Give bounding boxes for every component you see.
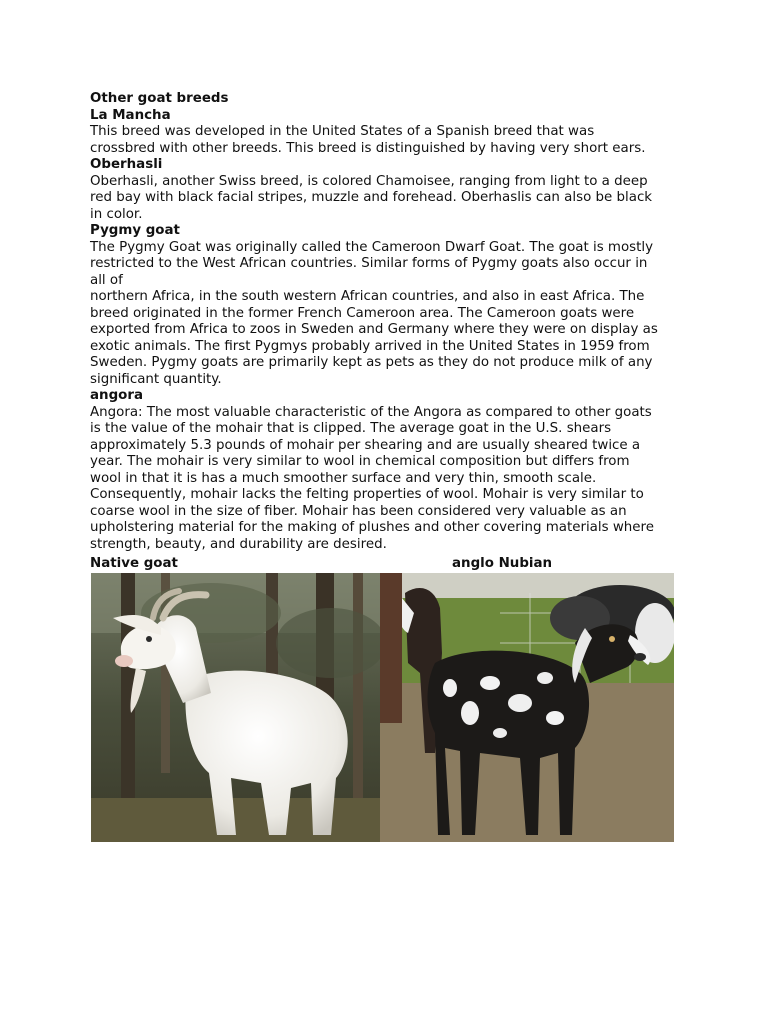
paragraph-line: wool in that it is has a much smoother surface and very thin, smooth scale. — [90, 470, 597, 486]
paragraph-line: restricted to the West African countries. Similar forms of Pygmy goats also occur in — [90, 256, 648, 271]
caption-anglo-nubian: anglo Nubian — [452, 556, 553, 571]
paragraph-line: all of — [90, 272, 123, 288]
page-title: Other goat breeds — [90, 91, 229, 106]
paragraph-line: coarse wool in the size of fiber. Mohair has been considered very valuable as an — [90, 503, 627, 519]
paragraph-line: exotic animals. The first Pygmys probably arrived in the United States in 1959 from — [90, 338, 650, 354]
paragraph-line: Angora: The most valuable characteristic of the Angora as compared to other goats — [90, 404, 652, 420]
paragraph-line: This breed was developed in the United States of a Spanish breed that was — [90, 124, 595, 139]
paragraph-line: upholstering material for the making of plushes and other covering materials where — [90, 520, 654, 535]
paragraph-line: breed originated in the former French Cameroon area. The Cameroon goats were — [90, 305, 635, 321]
paragraph-line: in color. — [90, 206, 143, 222]
anglo-nubian-photo — [380, 573, 674, 842]
caption-native-goat: Native goat — [90, 556, 178, 571]
paragraph-line: strength, beauty, and durability are desired. — [90, 536, 387, 552]
paragraph-line: northern Africa, in the south western African countries, and also in east Africa. The — [90, 289, 645, 304]
section-heading-la-mancha: La Mancha — [90, 107, 171, 123]
native-goat-photo — [91, 573, 380, 842]
figure-captions — [90, 555, 690, 572]
paragraph-line: The Pygmy Goat was originally called the Cameroon Dwarf Goat. The goat is mostly — [90, 239, 654, 255]
paragraph-line: crossbred with other breeds. This breed is distinguished by having very short ears. — [90, 140, 646, 156]
paragraph-line: is the value of the mohair that is clipped. The average goat in the U.S. shears — [90, 421, 612, 436]
document-body — [90, 91, 690, 553]
paragraph-line: significant quantity. — [90, 371, 222, 387]
paragraph-line: Consequently, mohair lacks the felting properties of wool. Mohair is very similar to — [90, 487, 644, 502]
paragraph-line: Oberhasli, another Swiss breed, is colored Chamoisee, ranging from light to a deep — [90, 173, 648, 189]
paragraph-line: Sweden. Pygmy goats are primarily kept as pets as they do not produce milk of any — [90, 355, 653, 370]
section-heading-pygmy-goat: Pygmy goat — [90, 223, 180, 238]
paragraph-line: exported from Africa to zoos in Sweden and Germany where they were on display as — [90, 322, 658, 337]
section-heading-oberhasli: Oberhasli — [90, 157, 163, 172]
paragraph-line: red bay with black facial stripes, muzzle and forehead. Oberhaslis can also be black — [90, 190, 653, 205]
paragraph-line: year. The mohair is very similar to wool in chemical composition but differs from — [90, 454, 630, 469]
section-heading-angora: angora — [90, 388, 143, 403]
goat-photos — [91, 573, 674, 842]
paragraph-line: approximately 5.3 pounds of mohair per shearing and are usually sheared twice a — [90, 437, 641, 453]
